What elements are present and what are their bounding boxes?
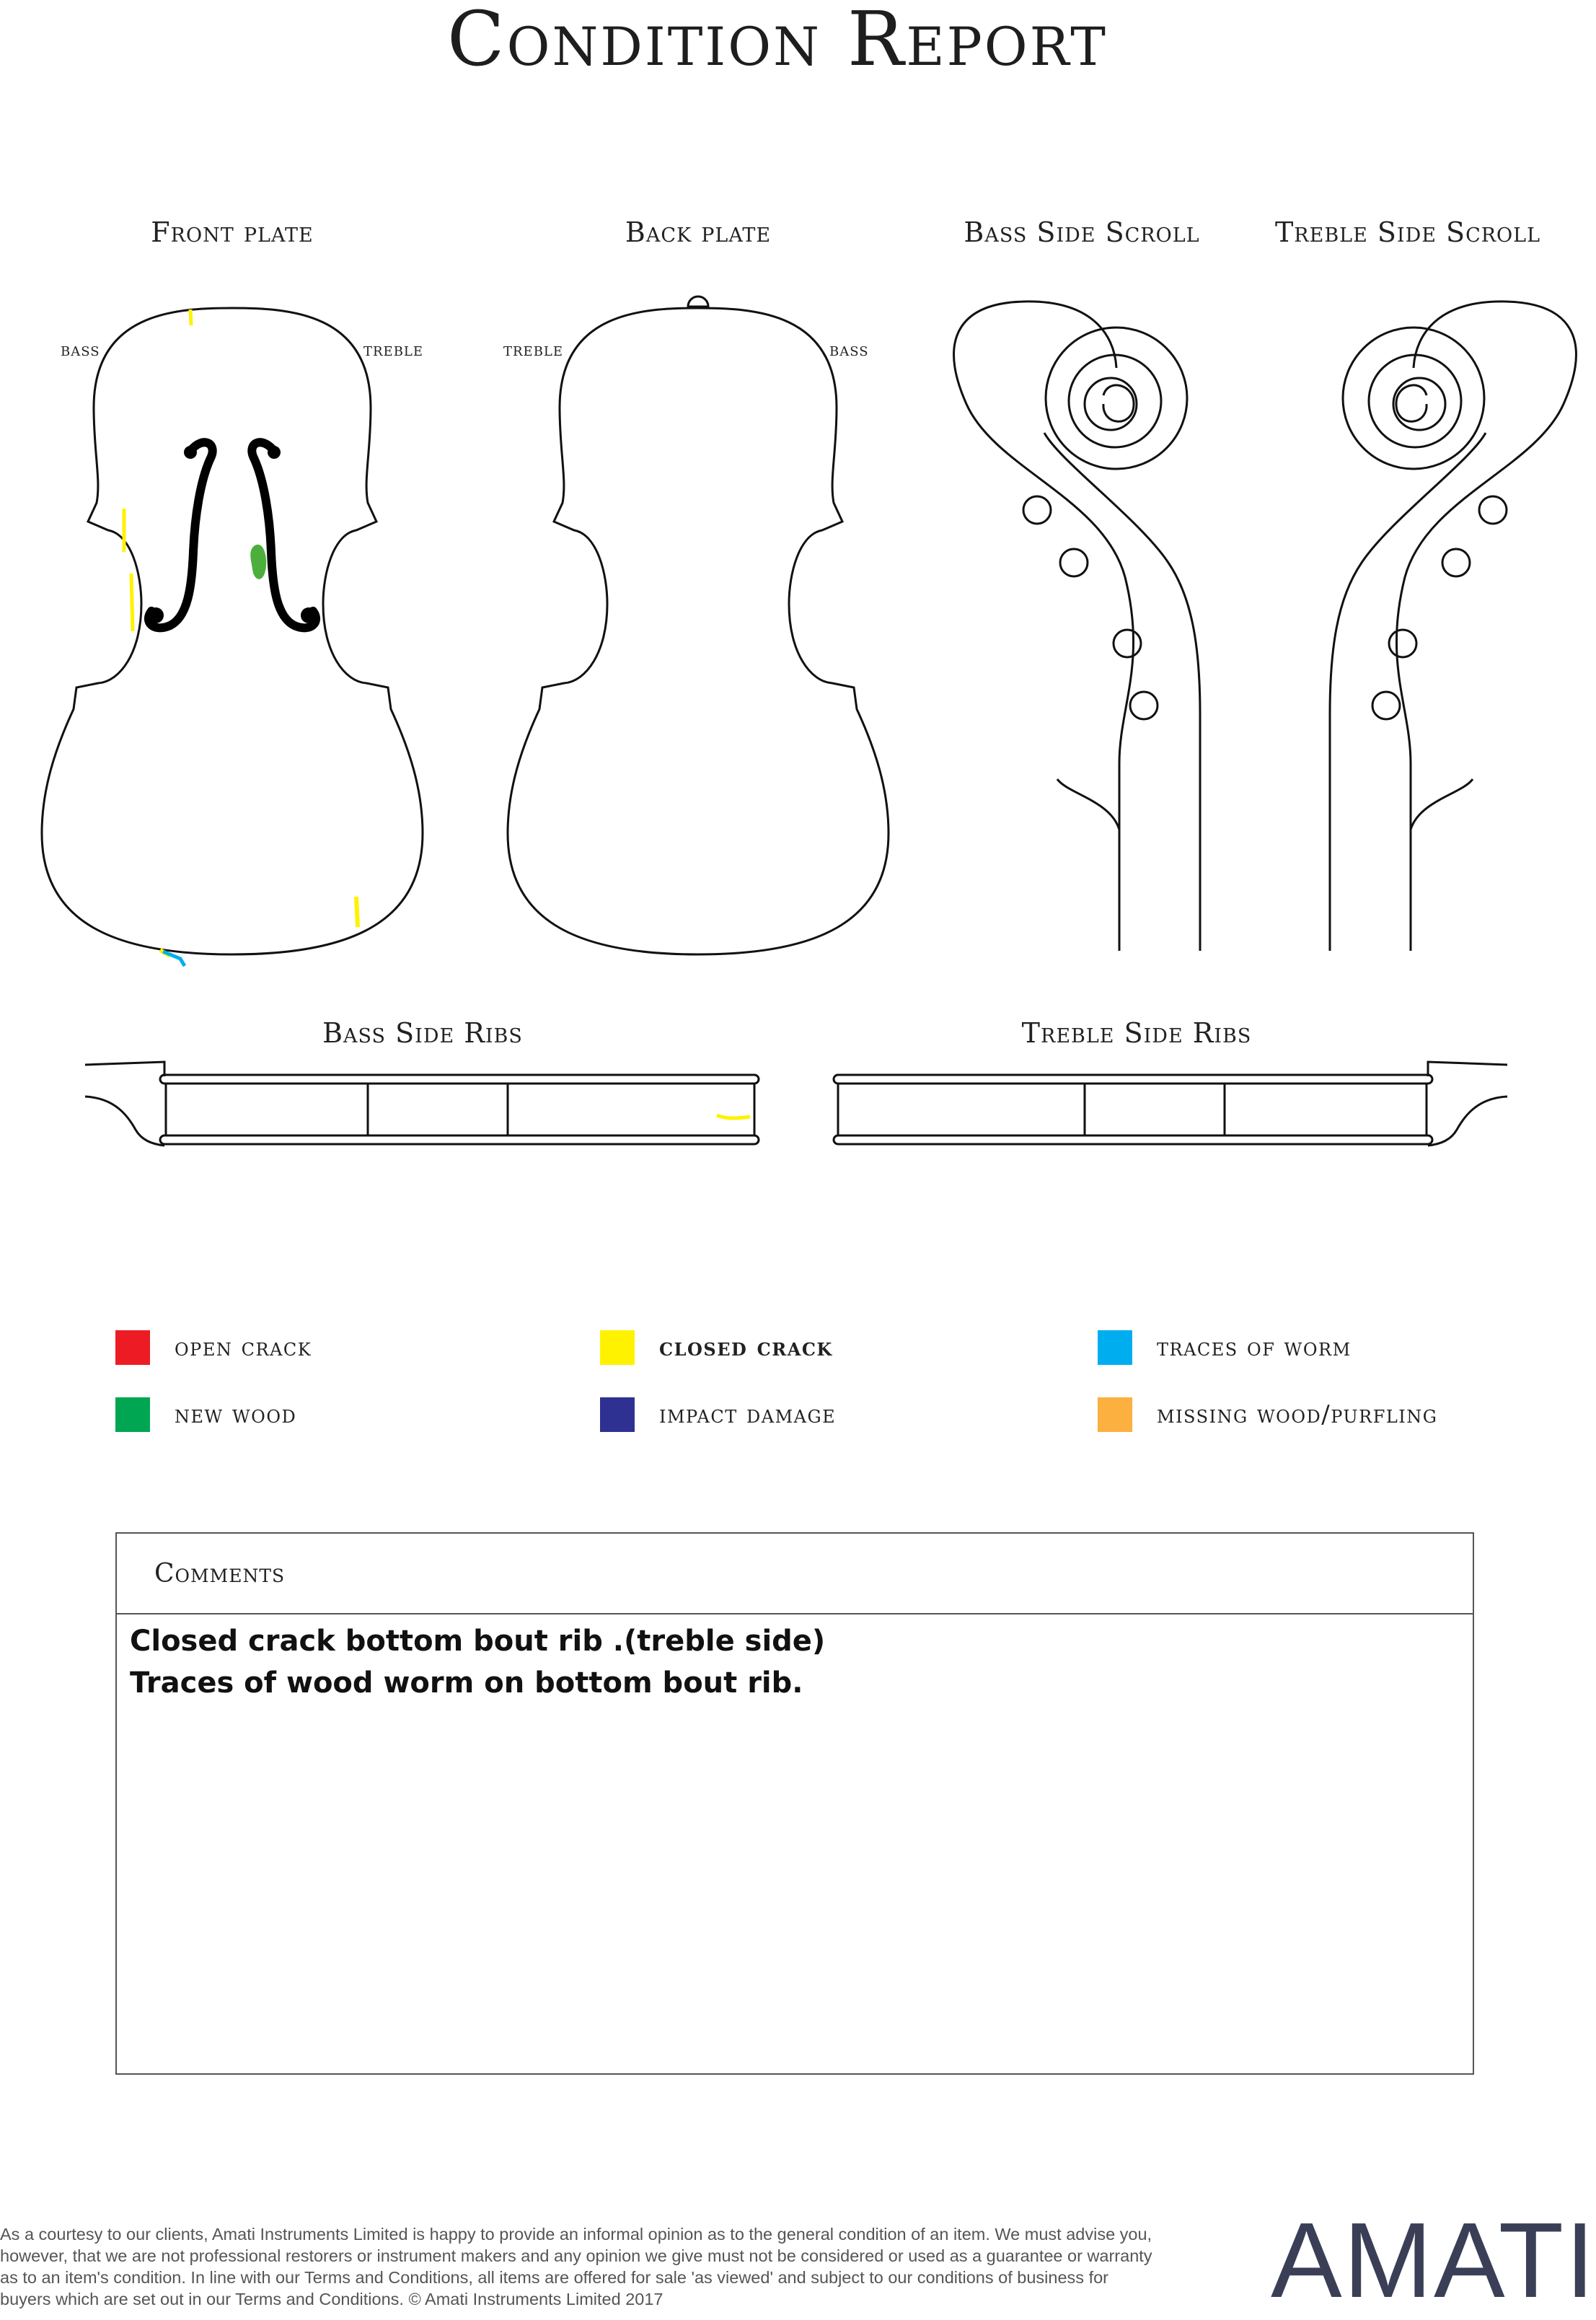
front-closed-cracks bbox=[124, 309, 358, 956]
legend-label-missing-wood: missing wood/purfling bbox=[1157, 1400, 1438, 1429]
front-bass-label: bass bbox=[61, 339, 100, 360]
legend-label-open-crack: open crack bbox=[175, 1333, 312, 1362]
rib-closed-crack bbox=[717, 1115, 750, 1118]
legend-open-crack bbox=[115, 1330, 312, 1365]
legend-swatch-missing-wood bbox=[1098, 1397, 1132, 1432]
comment-line: Traces of wood worm on bottom bout rib. bbox=[130, 1666, 803, 1700]
front-worm bbox=[163, 952, 185, 966]
amati-logo: AMATI bbox=[1271, 2201, 1596, 2320]
comments-title: Comments bbox=[154, 1558, 286, 1589]
legend-label-closed-crack: closed crack bbox=[659, 1333, 833, 1362]
comment-line: Closed crack bottom bout rib .(treble side) bbox=[130, 1625, 826, 1658]
bass-side-scroll-label: Bass Side Scroll bbox=[964, 216, 1200, 248]
legend-traces-of-worm bbox=[1098, 1330, 1352, 1365]
comments-header bbox=[117, 1534, 1473, 1614]
back-plate-label: Back plate bbox=[625, 216, 772, 248]
legend-swatch-closed-crack bbox=[600, 1330, 635, 1365]
front-plate-label: Front plate bbox=[151, 216, 314, 248]
front-new-wood bbox=[250, 545, 266, 579]
comments-box bbox=[115, 1532, 1474, 2075]
instrument-diagrams bbox=[0, 0, 1555, 1190]
legend-swatch-traces-of-worm bbox=[1098, 1330, 1132, 1365]
bass-side-ribs-label: Bass Side Ribs bbox=[322, 1017, 523, 1049]
treble-side-ribs-drawing bbox=[834, 1062, 1507, 1146]
legend-swatch-impact-damage bbox=[600, 1397, 635, 1432]
bass-f-hole bbox=[148, 442, 252, 628]
treble-side-scroll-drawing bbox=[1330, 302, 1576, 951]
treble-side-ribs-label: Treble Side Ribs bbox=[1021, 1017, 1252, 1049]
legend-label-new-wood: new wood bbox=[175, 1400, 297, 1429]
legend-swatch-open-crack bbox=[115, 1330, 150, 1365]
back-bass-label: bass bbox=[829, 339, 869, 360]
legend-impact-damage bbox=[600, 1397, 836, 1432]
treble-f-hole bbox=[252, 442, 317, 628]
page-title: Condition Report bbox=[447, 0, 1108, 83]
back-treble-label: treble bbox=[503, 339, 564, 360]
disclaimer-text: As a courtesy to our clients, Amati Instruments Limited is happy to provide an informal opinion as to the general condition of an item. We must advise you, however, that we are not professional restorers or instrument makers and any opinion we give must not be considered or used as a guarantee or warranty as to an item's condition. In line with our Terms and Conditions, all items are offered for sale 'as viewed' and subject to our conditions of business for buyers which are set out in our Terms and Conditions. © Amati Instruments Limited 2017 bbox=[0, 2225, 1152, 2308]
back-plate-drawing bbox=[508, 296, 889, 954]
comments-body bbox=[117, 1614, 1473, 1710]
front-treble-label: treble bbox=[363, 339, 424, 360]
front-plate-drawing bbox=[42, 308, 423, 966]
treble-side-scroll-label: Treble Side Scroll bbox=[1274, 216, 1541, 248]
legend-swatch-new-wood bbox=[115, 1397, 150, 1432]
bass-side-ribs-drawing bbox=[85, 1062, 759, 1146]
legend-label-traces-of-worm: traces of worm bbox=[1157, 1333, 1352, 1362]
legend-missing-wood bbox=[1098, 1397, 1437, 1432]
legend-label-impact-damage: impact damage bbox=[659, 1400, 837, 1429]
bass-side-scroll-drawing bbox=[954, 302, 1200, 951]
legend-new-wood bbox=[115, 1397, 296, 1432]
legend-closed-crack bbox=[600, 1330, 833, 1365]
